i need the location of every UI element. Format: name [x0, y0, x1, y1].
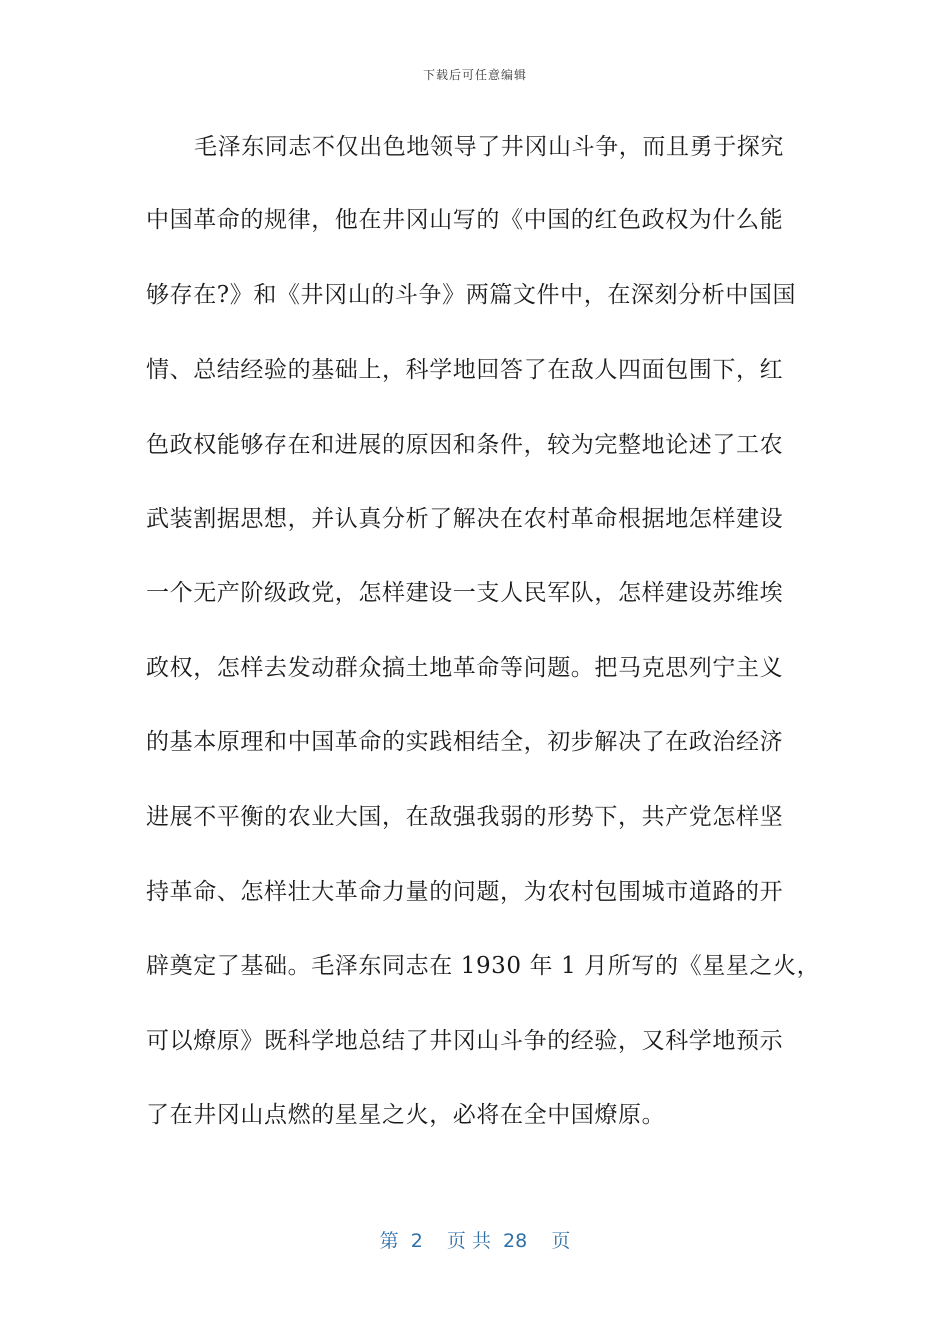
- text-line: 中国革命的规律，他在井冈山写的《中国的红色政权为什么能: [146, 207, 784, 233]
- text-line: 了在井冈山点燃的星星之火，必将在全中国燎原。: [146, 1102, 666, 1128]
- page-header: 下载后可任意编辑: [422, 68, 527, 82]
- page-number-footer: 第 2 页 共 28 页: [379, 1230, 571, 1252]
- text-line: 持革命、怎样壮大革命力量的问题，为农村包围城市道路的开: [146, 879, 784, 905]
- text-line: 进展不平衡的农业大国，在敌强我弱的形势下，共产党怎样坚: [146, 804, 784, 830]
- text-line: 武装割据思想，并认真分析了解决在农村革命根据地怎样建设: [146, 506, 784, 532]
- text-line: 辟奠定了基础。毛泽东同志在 1930 年 1 月所写的《星星之火，: [146, 953, 821, 979]
- text-line: 色政权能够存在和进展的原因和条件，较为完整地论述了工农: [146, 432, 784, 458]
- text-line: 够存在?》和《井冈山的斗争》两篇文件中，在深刻分析中国国: [146, 282, 797, 308]
- text-line: 政权，怎样去发动群众搞土地革命等问题。把马克思列宁主义: [146, 655, 784, 681]
- text-line: 的基本原理和中国革命的实践相结全，初步解决了在政治经济: [146, 729, 784, 755]
- text-line: 一个无产阶级政党，怎样建设一支人民军队，怎样建设苏维埃: [146, 580, 784, 606]
- text-line: 可以燎原》既科学地总结了井冈山斗争的经验，又科学地预示: [146, 1028, 784, 1054]
- text-line: 毛泽东同志不仅出色地领导了井冈山斗争，而且勇于探究: [194, 134, 784, 160]
- text-line: 情、总结经验的基础上，科学地回答了在敌人四面包围下，红: [146, 357, 784, 383]
